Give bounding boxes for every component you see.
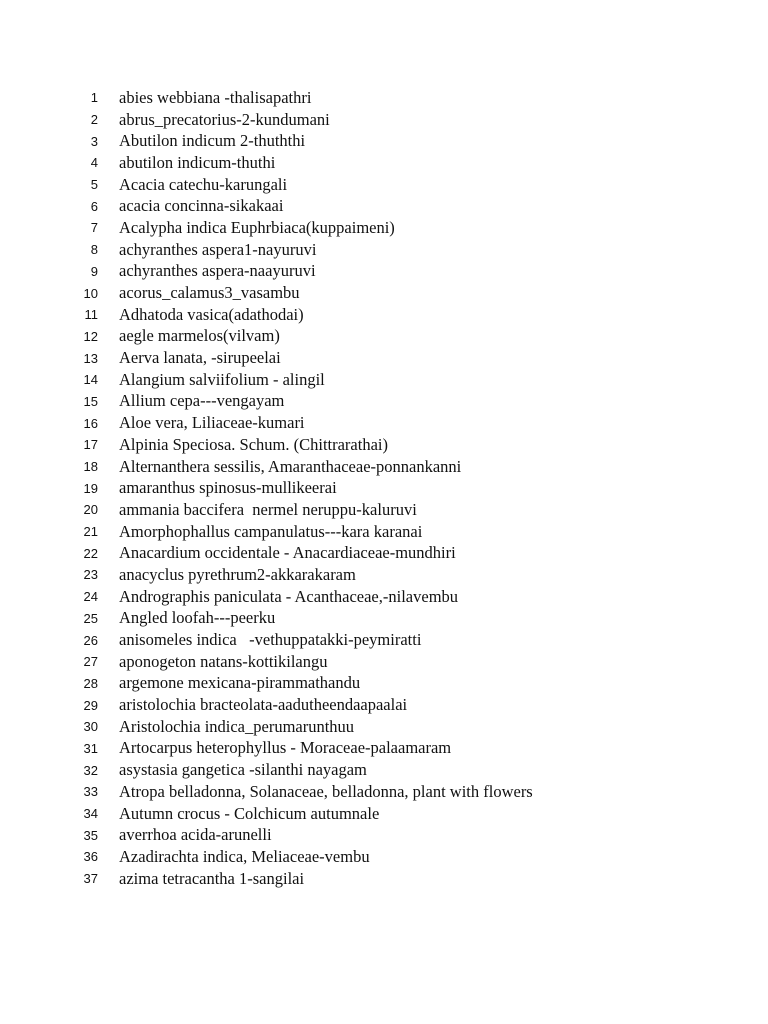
list-item: [0, 239, 768, 261]
list-item: [0, 109, 768, 131]
plant-name-list: [0, 87, 768, 889]
list-item-number: 31: [83, 740, 98, 756]
list-item-number: 24: [83, 589, 98, 605]
list-item-plant-name: Alternanthera sessilis, Amaranthaceae-ponnankanni: [119, 456, 462, 476]
list-item-number: 27: [83, 654, 98, 670]
list-item: [0, 304, 768, 326]
list-item-number: 10: [83, 285, 98, 301]
list-item: [0, 130, 768, 152]
list-item-plant-name: aegle marmelos(vilvam): [119, 326, 280, 346]
list-item: [0, 434, 768, 456]
list-item: [0, 195, 768, 217]
list-item-plant-name: Andrographis paniculata - Acanthaceae,-nilavembu: [119, 586, 459, 606]
list-item: [0, 759, 768, 781]
list-item-number: 9: [90, 263, 98, 279]
list-item-plant-name: Alangium salviifolium - alingil: [119, 369, 325, 389]
list-item-number: 15: [83, 393, 98, 409]
list-item-plant-name: acacia concinna-sikakaai: [119, 196, 284, 216]
list-item: [0, 781, 768, 803]
list-item-number: 1: [90, 90, 98, 106]
list-item: [0, 629, 768, 651]
list-item-number: 21: [83, 524, 98, 540]
list-item: [0, 824, 768, 846]
list-item-plant-name: Alpinia Speciosa. Schum. (Chittrarathai): [119, 434, 388, 454]
list-item-number: 13: [83, 350, 98, 366]
list-item-number: 4: [90, 155, 98, 171]
list-item: [0, 673, 768, 695]
list-item-plant-name: Angled loofah---peerku: [119, 608, 276, 628]
list-item-plant-name: ammania baccifera nermel neruppu-kaluruvi: [119, 499, 417, 519]
list-item-plant-name: Amorphophallus campanulatus---kara karanai: [119, 521, 423, 541]
list-item-number: 17: [83, 437, 98, 453]
list-item-number: 28: [83, 675, 98, 691]
list-item-number: 25: [83, 610, 98, 626]
list-item-plant-name: asystasia gangetica -silanthi nayagam: [119, 760, 367, 780]
list-item-plant-name: abutilon indicum-thuthi: [119, 152, 276, 172]
list-item-number: 3: [90, 133, 98, 149]
list-item-plant-name: acorus_calamus3_vasambu: [119, 283, 300, 303]
list-item-plant-name: Aloe vera, Liliaceae-kumari: [119, 413, 305, 433]
list-item-number: 16: [83, 415, 98, 431]
list-item-number: 23: [83, 567, 98, 583]
list-item-number: 11: [84, 307, 98, 323]
list-item: [0, 694, 768, 716]
list-item-plant-name: Atropa belladonna, Solanaceae, belladonna, plant with flowers: [119, 781, 533, 801]
list-item: [0, 152, 768, 174]
list-item-number: 12: [83, 328, 98, 344]
list-item-number: 18: [83, 459, 98, 475]
list-item-plant-name: Allium cepa---vengayam: [119, 391, 285, 411]
list-item-plant-name: Artocarpus heterophyllus - Moraceae-palaamaram: [119, 738, 452, 758]
list-item-plant-name: Anacardium occidentale - Anacardiaceae-mundhiri: [119, 543, 456, 563]
list-item-plant-name: anacyclus pyrethrum2-akkarakaram: [119, 564, 356, 584]
list-item: [0, 87, 768, 109]
list-item-plant-name: averrhoa acida-arunelli: [119, 825, 272, 845]
list-item-plant-name: Autumn crocus - Colchicum autumnale: [119, 803, 380, 823]
list-item: [0, 868, 768, 890]
list-item-number: 36: [83, 849, 98, 865]
list-item-number: 37: [83, 871, 98, 887]
list-item: [0, 282, 768, 304]
list-item: [0, 803, 768, 825]
list-item-plant-name: achyranthes aspera-naayuruvi: [119, 261, 316, 281]
list-item: [0, 347, 768, 369]
list-item: [0, 391, 768, 413]
list-item-plant-name: aponogeton natans-kottikilangu: [119, 651, 328, 671]
list-item-number: 33: [83, 784, 98, 800]
list-item-number: 7: [90, 220, 98, 236]
list-item-plant-name: azima tetracantha 1-sangilai: [119, 868, 305, 888]
list-item-plant-name: Azadirachta indica, Meliaceae-vembu: [119, 846, 370, 866]
list-item: [0, 217, 768, 239]
list-item-number: 30: [83, 719, 98, 735]
list-item-plant-name: achyranthes aspera1-nayuruvi: [119, 239, 317, 259]
list-item-plant-name: Aristolochia indica_perumarunthuu: [119, 716, 355, 736]
list-item: [0, 738, 768, 760]
list-item-number: 2: [90, 112, 98, 128]
list-item-plant-name: abrus_precatorius-2-kundumani: [119, 109, 330, 129]
list-item-plant-name: anisomeles indica -vethuppatakki-peymiratti: [119, 630, 422, 650]
list-item: [0, 369, 768, 391]
list-item-plant-name: Abutilon indicum 2-thuththi: [119, 131, 306, 151]
list-item-number: 26: [83, 632, 98, 648]
list-item-number: 34: [83, 806, 98, 822]
list-item-number: 19: [83, 480, 98, 496]
list-item-plant-name: argemone mexicana-pirammathandu: [119, 673, 361, 693]
list-item-number: 22: [83, 545, 98, 561]
list-item: [0, 326, 768, 348]
list-item-number: 29: [83, 697, 98, 713]
list-item: [0, 477, 768, 499]
list-item: [0, 651, 768, 673]
list-item: [0, 846, 768, 868]
list-item-number: 14: [83, 372, 98, 388]
list-item-number: 8: [90, 242, 98, 258]
list-item-plant-name: aristolochia bracteolata-aadutheendaapaalai: [119, 695, 408, 715]
list-item: [0, 499, 768, 521]
list-item-plant-name: Acacia catechu-karungali: [119, 174, 288, 194]
list-item-number: 6: [90, 198, 98, 214]
list-item-plant-name: abies webbiana -thalisapathri: [119, 87, 312, 107]
list-item: [0, 542, 768, 564]
list-item-plant-name: Aerva lanata, -sirupeelai: [119, 348, 281, 368]
list-item: [0, 456, 768, 478]
list-item: [0, 608, 768, 630]
list-item: [0, 174, 768, 196]
list-item: [0, 412, 768, 434]
list-item: [0, 564, 768, 586]
list-item-number: 5: [90, 177, 98, 193]
list-item-number: 32: [83, 762, 98, 778]
list-item-plant-name: Adhatoda vasica(adathodai): [119, 304, 304, 324]
list-item-number: 35: [83, 827, 98, 843]
list-item: [0, 261, 768, 283]
list-item: [0, 716, 768, 738]
list-item-number: 20: [83, 502, 98, 518]
list-item-plant-name: Acalypha indica Euphrbiaca(kuppaimeni): [119, 217, 395, 237]
list-item-plant-name: amaranthus spinosus-mullikeerai: [119, 478, 337, 498]
list-item: [0, 521, 768, 543]
list-item: [0, 586, 768, 608]
